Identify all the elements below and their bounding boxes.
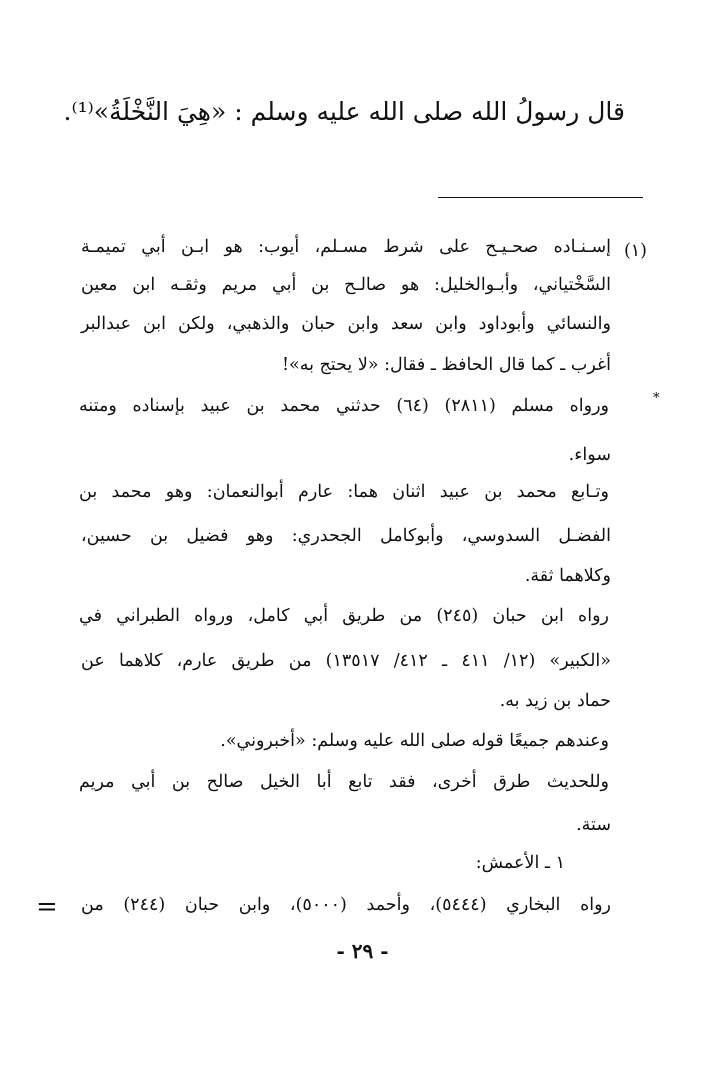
- footnote-line: وعندهم جميعًا قوله صلى الله عليه وسلم: «أخبروني».: [220, 731, 609, 751]
- footnote-line: ورواه مسلم (٢٨١١) (٦٤) حدثني محمد بن عبيد بإسناده ومتنه: [79, 396, 610, 416]
- margin-asterisk: *: [653, 391, 660, 406]
- hadith-text: قال رسولُ الله صلى الله عليه وسلم : «هِيَ النَّخْلَةُ»⁽¹⁾.: [63, 97, 625, 126]
- footnote-separator: [438, 197, 643, 198]
- page-number: - ٢٩ -: [336, 939, 389, 963]
- footnote-line: «الكبير» (١٢/ ٤١١ ـ ٤١٢/ ١٣٥١٧) من طريق عارم، كلاهما عن: [81, 651, 611, 671]
- footnote-line: وتـابع محمد بن عبيد اثنان هما: عارم أبوالنعمان: وهو محمد بن: [79, 482, 609, 502]
- footnote-line: إسـنـاده صحـيـح على شرط مسـلم، أيوب: هو ابـن أبي تميمـة: [81, 237, 611, 257]
- footnote-line: ستة.: [576, 815, 611, 835]
- footnote-line: حماد بن زيد به.: [499, 691, 611, 711]
- footnote-line: ١ ـ الأعمش:: [475, 853, 565, 873]
- continuation-mark: =: [36, 892, 58, 922]
- footnote-line: وكلاهما ثقة.: [524, 566, 611, 586]
- footnote-line: سواء.: [568, 445, 611, 465]
- footnote-line: الفضـل السدوسي، وأبوكامل الجحدري: وهو فضيل بن حسين،: [81, 526, 611, 546]
- footnote-number: (١): [623, 241, 647, 261]
- footnote-line: رواه ابن حبان (٢٤٥) من طريق أبي كامل، ورواه الطبراني في: [79, 606, 609, 626]
- footnote-line: وللحديث طرق أخرى، فقد تابع أبا الخيل صالح بن أبي مريم: [79, 772, 609, 792]
- footnote-line: والنسائي وأبوداود وابن سعد وابن حبان والذهبي، ولكن ابن عبدالبر: [81, 314, 611, 334]
- footnote-line: رواه البخاري (٥٤٤٤)، وأحمد (٥٠٠٠)، وابن حبان (٢٤٤) من: [81, 895, 611, 915]
- footnote-line: السَّخْتياني، وأبـوالخليل: هو صالـح بن أبي مريم وثقـه ابن معين: [81, 275, 611, 295]
- footnote-line: أغرب ـ كما قال الحافظ ـ فقال: «لا يحتج به»!: [281, 355, 611, 375]
